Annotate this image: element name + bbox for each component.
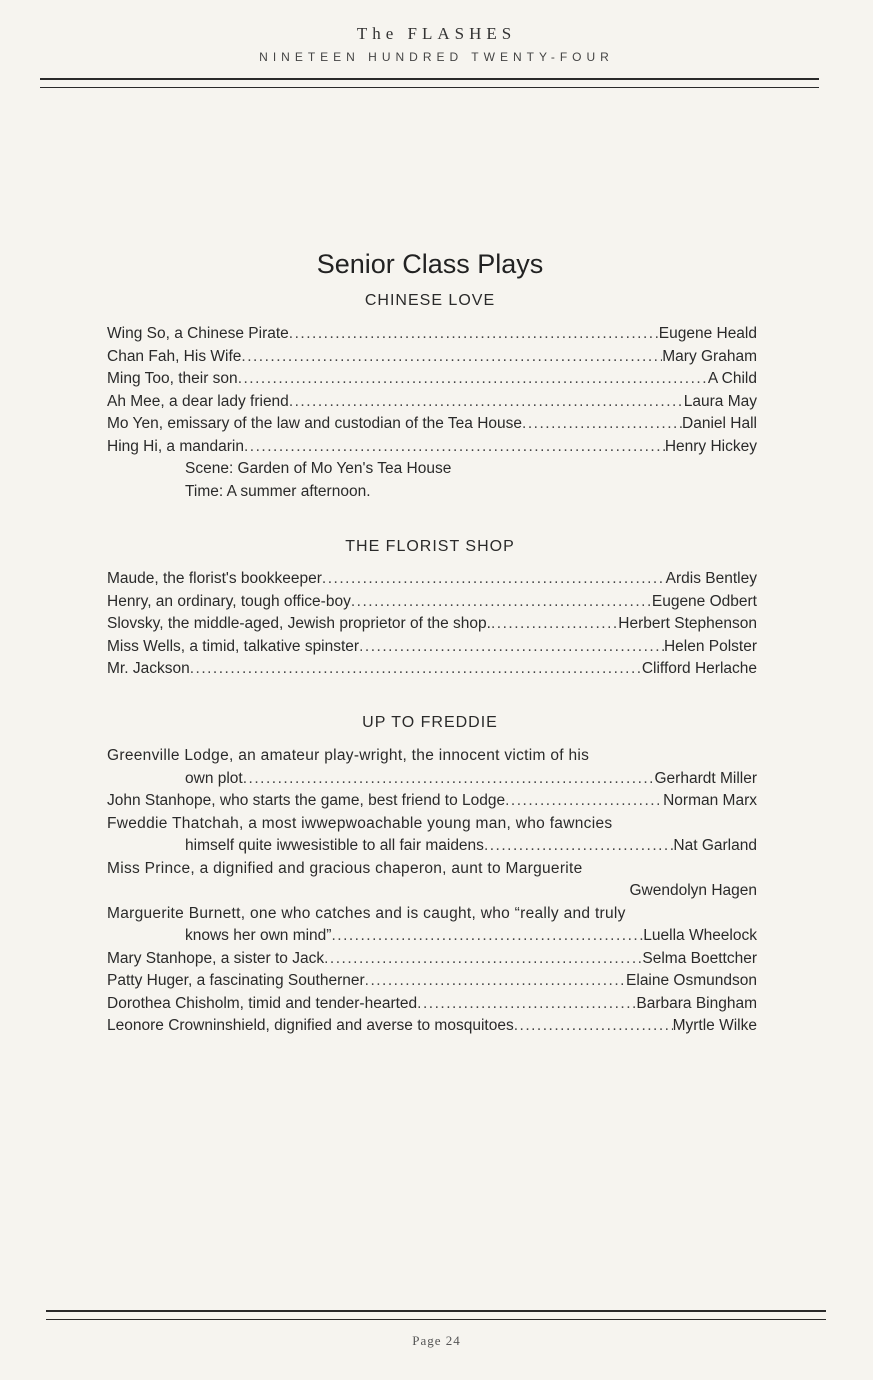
cast-role: Mary Stanhope, a sister to Jack xyxy=(107,949,325,967)
cast-actor: Gerhardt Miller xyxy=(654,769,757,787)
leader-dots xyxy=(324,948,642,971)
cast-line xyxy=(107,993,757,1016)
cast-role: Miss Wells, a timid, talkative spinster xyxy=(107,637,360,655)
play-title-up-to-freddie: UP TO FREDDIE xyxy=(362,714,498,731)
cast-role: Henry, an ordinary, tough office-boy xyxy=(107,592,351,610)
cast-role: Ming Too, their son xyxy=(107,370,238,387)
leader-dots xyxy=(243,768,655,791)
cast-line xyxy=(107,368,757,391)
cast-line xyxy=(107,768,757,791)
cast-list-chinese-love xyxy=(107,323,757,503)
cast-line xyxy=(107,413,757,436)
page-number: Page 24 xyxy=(412,1333,461,1348)
cast-role: John Stanhope, who starts the game, best friend to Lodge xyxy=(107,792,506,809)
cast-role: own plot xyxy=(185,769,243,787)
cast-actor: Luella Wheelock xyxy=(643,927,757,944)
leader-dots xyxy=(351,591,652,614)
cast-actor: Eugene Odbert xyxy=(651,592,757,610)
cast-role: Slovsky, the middle-aged, Jewish proprietor of the shop. xyxy=(107,615,491,632)
cast-list-florist-shop xyxy=(107,568,757,681)
leader-dots xyxy=(289,323,659,346)
cast-line xyxy=(107,790,757,813)
leader-dots xyxy=(514,1015,673,1038)
play-title-chinese-love: CHINESE LOVE xyxy=(364,292,496,309)
cast-role: Leonore Crowninshield, dignified and averse to mosquitoes xyxy=(107,1017,514,1034)
leader-dots xyxy=(417,993,636,1016)
cast-actor: Myrtle Wilke xyxy=(672,1017,757,1034)
leader-dots xyxy=(359,636,664,659)
cast-role: himself quite iwwesistible to all fair maidens xyxy=(185,837,484,854)
cast-line xyxy=(107,1015,757,1038)
cast-role: Chan Fah, His Wife xyxy=(107,347,242,365)
leader-dots xyxy=(241,346,662,369)
cast-line xyxy=(107,391,757,414)
time-line: Time: A summer afternoon. xyxy=(185,482,371,500)
cast-actor: Daniel Hall xyxy=(682,415,757,432)
cast-line xyxy=(107,835,757,858)
leader-dots xyxy=(238,368,708,391)
cast-actor: Barbara Bingham xyxy=(636,994,757,1012)
cast-actor: Norman Marx xyxy=(663,792,757,809)
cast-role: knows her own mind” xyxy=(185,927,332,944)
cast-actor: Henry Hickey xyxy=(664,437,757,455)
header-rule xyxy=(40,78,819,88)
play-title-florist-shop: THE FLORIST SHOP xyxy=(345,538,515,555)
cast-line xyxy=(107,658,757,681)
leader-dots xyxy=(322,568,666,591)
cast-actor: A Child xyxy=(707,370,757,387)
cast-role: Mr. Jackson xyxy=(107,660,190,677)
cast-role: Dorothea Chisholm, timid and tender-hearted xyxy=(107,994,418,1012)
leader-dots xyxy=(522,413,682,436)
cast-line xyxy=(107,436,757,459)
footer-rule xyxy=(46,1310,826,1320)
cast-line xyxy=(107,925,757,948)
cast-list-up-to-freddie xyxy=(107,745,757,1038)
leader-dots xyxy=(331,925,643,948)
cast-line xyxy=(107,346,757,369)
cast-actor: Clifford Herlache xyxy=(641,660,757,677)
cast-actor: Nat Garland xyxy=(673,837,757,854)
cast-actor: Mary Graham xyxy=(662,347,757,365)
leader-dots xyxy=(491,613,618,636)
cast-actor: Helen Polster xyxy=(663,637,757,655)
cast-role: Patty Huger, a fascinating Southerner xyxy=(107,972,365,989)
leader-dots xyxy=(190,658,642,681)
leader-dots xyxy=(505,790,663,813)
cast-role: Wing So, a Chinese Pirate xyxy=(107,325,289,342)
cast-line xyxy=(107,568,757,591)
cast-role: Mo Yen, emissary of the law and custodian of the Tea House xyxy=(107,415,523,432)
cast-actor: Elaine Osmundson xyxy=(626,972,757,989)
leader-dots xyxy=(365,970,626,993)
cast-line: Fweddie Thatchah, a most iwwepwoachable young man, who fawncies xyxy=(107,814,613,832)
cast-actor: Selma Boettcher xyxy=(642,949,757,967)
cast-actor: Ardis Bentley xyxy=(665,570,757,587)
cast-line: Miss Prince, a dignified and gracious chaperon, aunt to Marguerite xyxy=(107,859,583,877)
cast-line xyxy=(107,636,757,659)
cast-line xyxy=(107,591,757,614)
leader-dots xyxy=(244,436,665,459)
cast-line xyxy=(107,613,757,636)
leader-dots xyxy=(484,835,673,858)
scene-line: Scene: Garden of Mo Yen's Tea House xyxy=(185,460,452,477)
leader-dots xyxy=(289,391,684,414)
page-title: Senior Class Plays xyxy=(316,249,544,279)
cast-actor: Herbert Stephenson xyxy=(618,615,757,632)
cast-role: Maude, the florist's bookkeeper xyxy=(107,570,322,587)
publication-year: NINETEEN HUNDRED TWENTY-FOUR xyxy=(259,50,614,64)
cast-line xyxy=(107,948,757,971)
cast-line xyxy=(107,880,757,903)
cast-role: Hing Hi, a mandarin xyxy=(107,437,244,455)
cast-line xyxy=(107,323,757,346)
cast-role: Ah Mee, a dear lady friend xyxy=(107,392,289,410)
cast-line: Greenville Lodge, an amateur play-wright, the innocent victim of his xyxy=(107,747,590,764)
cast-actor: Gwendolyn Hagen xyxy=(629,882,757,899)
publication-title: The FLASHES xyxy=(356,24,517,43)
cast-actor: Eugene Heald xyxy=(658,325,757,342)
cast-line xyxy=(107,970,757,993)
cast-line: Marguerite Burnett, one who catches and is caught, who “really and truly xyxy=(107,904,626,922)
cast-actor: Laura May xyxy=(683,392,757,410)
